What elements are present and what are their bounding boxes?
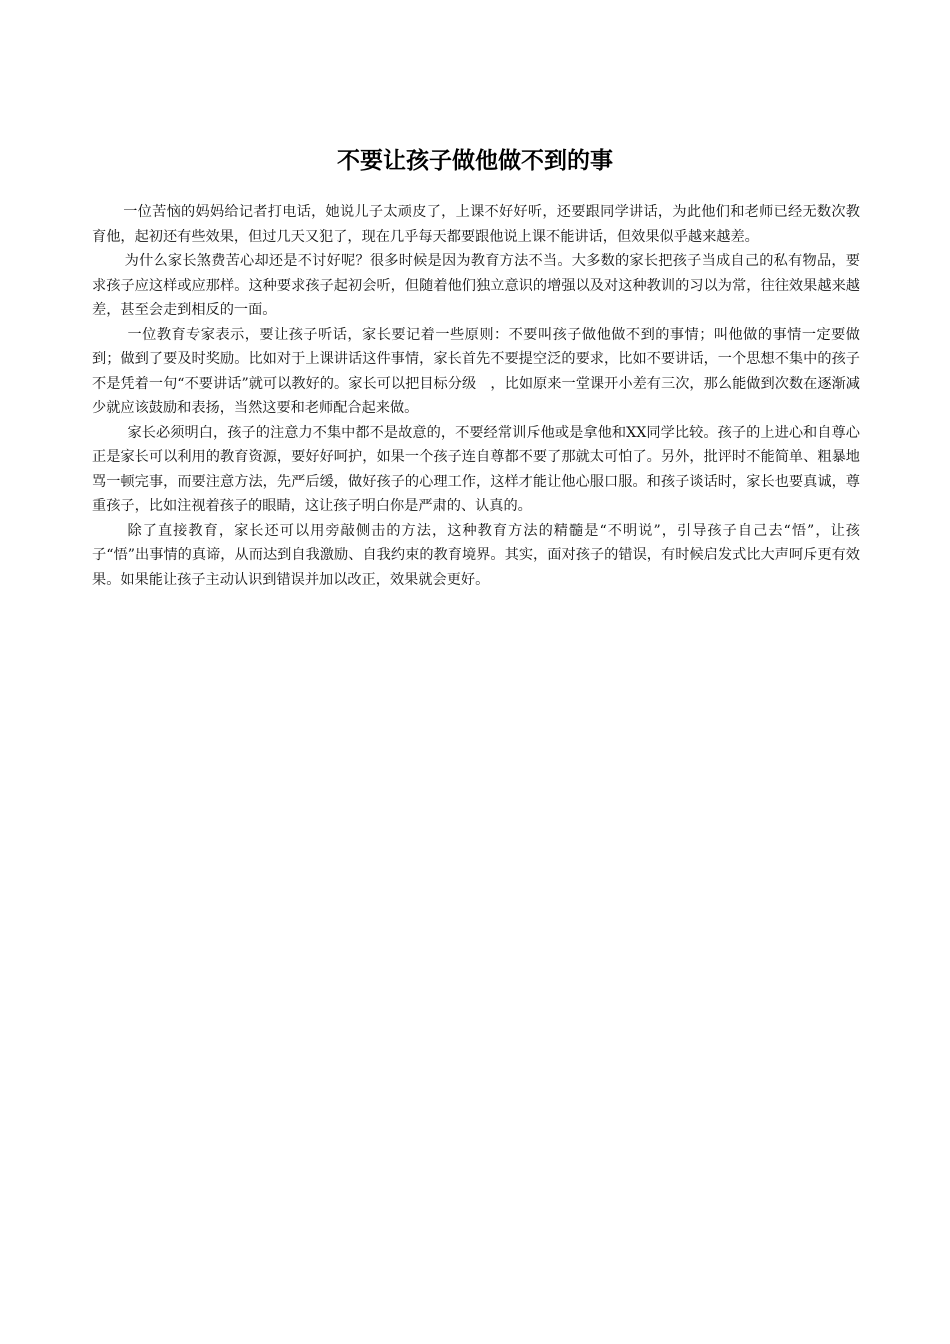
paragraph-4: 家长必须明白，孩子的注意力不集中都不是故意的，不要经常训斥他或是拿他和XX同学比较。孩子的上进心和自尊心正是家长可以利用的教育资源，要好好呵护，如果一个孩子连自尊都不要了那就太可怕了。另外，批评时不能简单、粗暴地骂一顿完事，而要注意方法，先严后缓，做好孩子的心理工作，这样才能让他心服口服。和孩子谈话时，家长也要真诚，尊重孩子，比如注视着孩子的眼睛，这让孩子明白你是严肃的、认真的。 (92, 424, 860, 514)
paragraph-3: 一位教育专家表示，要让孩子听话，家长要记着一些原则：不要叫孩子做他做不到的事情；叫他做的事情一定要做到；做到了要及时奖励。比如对于上课讲话这件事情，家长首先不要提空泛的要求，比如不要讲话，一个思想不集中的孩子不是凭着一句“不要讲话”就可以教好的。家长可以把目标分级 ，比如原来一堂课开小差有三次，那么能做到次数在逐渐减少就应该鼓励和表扬，当然这要和老师配合起来做。 (92, 326, 860, 416)
document-title: 不要让孩子做他做不到的事 (337, 148, 613, 174)
document-body (92, 200, 860, 592)
paragraph-5: 除了直接教育，家长还可以用旁敲侧击的方法，这种教育方法的精髓是“不明说”，引导孩子自己去“悟”，让孩子“悟”出事情的真谛，从而达到自我激励、自我约束的教育境界。其实，面对孩子的错误，有时候启发式比大声呵斥更有效果。如果能让孩子主动认识到错误并加以改正，效果就会更好。 (92, 522, 860, 588)
paragraph-1: 一位苦恼的妈妈给记者打电话，她说儿子太顽皮了，上课不好好听，还要跟同学讲话，为此他们和老师已经无数次教育他，起初还有些效果，但过几天又犯了，现在几乎每天都要跟他说上课不能讲话，但效果似乎越来越差。 (92, 204, 860, 245)
paragraph-2: 为什么家长煞费苦心却还是不讨好呢？很多时候是因为教育方法不当。大多数的家长把孩子当成自己的私有物品，要求孩子应这样或应那样。这种要求孩子起初会听，但随着他们独立意识的增强以及对这种教训的习以为常，往往效果越来越差，甚至会走到相反的一面。 (92, 253, 860, 318)
